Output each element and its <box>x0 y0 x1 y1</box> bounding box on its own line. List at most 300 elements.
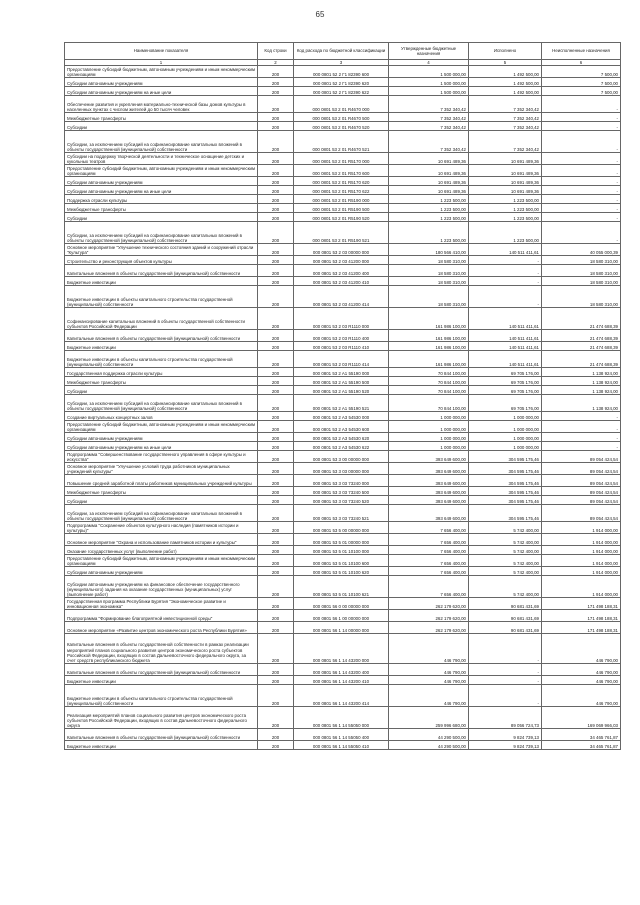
row-unexecuted-amount: 1 914 000,00 <box>542 576 621 598</box>
row-executed-amount: 7 352 340,42 <box>469 122 542 131</box>
row-line-code: 200 <box>258 377 294 386</box>
row-budget-classification-code: 000 0801 53 2 03 R1110 414 <box>294 351 389 368</box>
row-approved-amount: 7 656 400,00 <box>389 534 469 546</box>
column-number: 1 <box>65 60 258 66</box>
row-unexecuted-amount: 171 498 188,31 <box>542 598 621 610</box>
row-indicator-name: Субсидии автономным учреждениям на финансовое обеспечение государственного (муниципального) задания на оказание государственных (муниципальных) услуг (выполнение работ) <box>65 576 258 598</box>
row-budget-classification-code: 000 0801 56 1 00 00000 000 <box>294 610 389 622</box>
row-indicator-name: Субсидии, за исключением субсидий на софинансирование капитальных вложений в объекты государственной (муниципальной) собственности <box>65 131 258 153</box>
table-row <box>65 286 621 308</box>
table-row <box>65 78 621 87</box>
table-row <box>65 351 621 368</box>
row-budget-classification-code: 000 0801 53 5 01 10100 000 <box>294 546 389 555</box>
header-approved-appropriations: Утвержденные бюджетные назначения <box>389 43 469 60</box>
row-executed-amount: 89 056 724,73 <box>469 707 542 729</box>
row-unexecuted-amount: 1 914 000,00 <box>542 546 621 555</box>
row-indicator-name: Реализация мероприятий планов социального развития центров экономического роста субъектов Российской Федерации, входящих в состав Дальневосточного федерального округа <box>65 707 258 729</box>
column-number: 6 <box>542 60 621 66</box>
row-line-code: 200 <box>258 555 294 567</box>
row-executed-amount: 69 705 176,00 <box>469 395 542 412</box>
row-approved-amount: 18 580 310,00 <box>389 256 469 265</box>
row-line-code: 200 <box>258 741 294 750</box>
table-row <box>65 676 621 685</box>
row-line-code: 200 <box>258 78 294 87</box>
row-executed-amount: 90 681 431,69 <box>469 610 542 622</box>
row-budget-classification-code: 000 0801 53 5 01 10100 620 <box>294 567 389 576</box>
table-row <box>65 395 621 412</box>
row-line-code: 200 <box>258 195 294 204</box>
row-line-code: 200 <box>258 277 294 286</box>
row-unexecuted-amount: - <box>542 412 621 421</box>
row-budget-classification-code: 000 0801 53 2 A3 54530 000 <box>294 412 389 421</box>
row-indicator-name: Субсидии автономным учреждениям <box>65 78 258 87</box>
row-line-code: 200 <box>258 463 294 475</box>
table-row <box>65 475 621 487</box>
table-row <box>65 222 621 244</box>
row-approved-amount: 393 649 600,00 <box>389 451 469 463</box>
row-unexecuted-amount: 171 498 188,31 <box>542 622 621 634</box>
row-budget-classification-code: 000 0801 53 2 03 R1110 000 <box>294 308 389 330</box>
row-budget-classification-code: 000 0801 53 2 01 R4670 521 <box>294 131 389 153</box>
row-line-code: 200 <box>258 598 294 610</box>
row-executed-amount: 304 595 175,46 <box>469 451 542 463</box>
row-executed-amount: - <box>469 634 542 664</box>
row-line-code: 200 <box>258 505 294 522</box>
row-approved-amount: 18 580 310,00 <box>389 265 469 277</box>
row-approved-amount: 70 844 100,00 <box>389 395 469 412</box>
row-executed-amount: 5 742 400,00 <box>469 555 542 567</box>
row-indicator-name: Субсидии <box>65 213 258 222</box>
row-line-code: 200 <box>258 442 294 451</box>
row-indicator-name: Предоставление субсидий бюджетным, автономным учреждениям и иным некоммерческим организациям <box>65 66 258 78</box>
row-executed-amount: 9 824 739,13 <box>469 741 542 750</box>
row-executed-amount: 304 595 175,46 <box>469 505 542 522</box>
table-row <box>65 451 621 463</box>
column-number: 5 <box>469 60 542 66</box>
row-executed-amount: 5 742 400,00 <box>469 534 542 546</box>
row-executed-amount: 1 492 500,00 <box>469 87 542 96</box>
row-line-code: 200 <box>258 286 294 308</box>
row-approved-amount: 446 790,00 <box>389 676 469 685</box>
row-approved-amount: 446 790,00 <box>389 685 469 707</box>
row-approved-amount: 259 996 680,00 <box>389 707 469 729</box>
row-line-code: 200 <box>258 622 294 634</box>
table-row <box>65 113 621 122</box>
row-executed-amount: 140 511 411,61 <box>469 330 542 342</box>
row-line-code: 200 <box>258 685 294 707</box>
table-row <box>65 622 621 634</box>
row-line-code: 200 <box>258 153 294 165</box>
row-executed-amount: 69 705 176,00 <box>469 368 542 377</box>
row-indicator-name: Подпрограмма "Формирование благоприятной инвестиционной среды" <box>65 610 258 622</box>
table-row <box>65 177 621 186</box>
row-indicator-name: Межбюджетные трансферты <box>65 113 258 122</box>
row-budget-classification-code: 000 0801 53 2 03 R1110 410 <box>294 342 389 351</box>
row-budget-classification-code: 000 0801 53 2 03 41200 000 <box>294 256 389 265</box>
row-executed-amount: 10 691 489,36 <box>469 186 542 195</box>
row-line-code: 200 <box>258 351 294 368</box>
table-row <box>65 534 621 546</box>
row-indicator-name: Бюджетные инвестиции в объекты капитального строительства государственной (муниципальной) собственности <box>65 351 258 368</box>
table-row <box>65 555 621 567</box>
table-row <box>65 122 621 131</box>
row-indicator-name: Предоставление субсидий бюджетным, автономным учреждениям и иным некоммерческим организациям <box>65 421 258 433</box>
row-line-code: 200 <box>258 534 294 546</box>
row-approved-amount: 7 352 340,42 <box>389 113 469 122</box>
row-unexecuted-amount: 21 474 688,39 <box>542 351 621 368</box>
row-budget-classification-code: 000 0801 53 2 A1 55190 500 <box>294 377 389 386</box>
table-row <box>65 131 621 153</box>
table-header-row <box>65 43 621 60</box>
row-unexecuted-amount: - <box>542 204 621 213</box>
row-line-code: 200 <box>258 342 294 351</box>
row-budget-classification-code: 000 0801 56 0 00 00000 000 <box>294 598 389 610</box>
row-indicator-name: Межбюджетные трансферты <box>65 487 258 496</box>
row-executed-amount: 1 223 500,00 <box>469 213 542 222</box>
table-row <box>65 244 621 256</box>
row-budget-classification-code: 000 0801 53 3 03 00000 000 <box>294 463 389 475</box>
row-approved-amount: 161 986 100,00 <box>389 330 469 342</box>
row-budget-classification-code: 000 0801 56 1 14 55050 400 <box>294 729 389 741</box>
table-row <box>65 412 621 421</box>
row-budget-classification-code: 000 0801 53 2 01 R4670 500 <box>294 113 389 122</box>
row-budget-classification-code: 000 0801 56 1 14 55050 000 <box>294 707 389 729</box>
table-row <box>65 277 621 286</box>
table-row <box>65 165 621 177</box>
row-budget-classification-code: 000 0801 53 2 01 R4670 000 <box>294 96 389 113</box>
table-row <box>65 368 621 377</box>
table-row <box>65 442 621 451</box>
row-indicator-name: Капитальные вложения в объекты государственной (муниципальной) собственности <box>65 664 258 676</box>
row-approved-amount: 10 691 489,36 <box>389 186 469 195</box>
row-indicator-name: Основное мероприятие "Улучшение технического состояния зданий и сооружений отрасли "Культура" <box>65 244 258 256</box>
row-line-code: 200 <box>258 729 294 741</box>
row-approved-amount: 1 500 000,00 <box>389 78 469 87</box>
row-indicator-name: Строительство и реконструкция объектов культуры <box>65 256 258 265</box>
row-indicator-name: Капитальные вложения в объекты государственной (муниципальной) собственности <box>65 265 258 277</box>
row-approved-amount: 262 179 620,00 <box>389 598 469 610</box>
table-row <box>65 265 621 277</box>
row-approved-amount: 44 290 500,00 <box>389 729 469 741</box>
row-executed-amount: 90 681 431,69 <box>469 622 542 634</box>
row-unexecuted-amount: - <box>542 153 621 165</box>
row-executed-amount: - <box>469 676 542 685</box>
row-unexecuted-amount: 89 054 424,54 <box>542 463 621 475</box>
row-budget-classification-code: 000 0801 53 2 01 R5190 520 <box>294 213 389 222</box>
row-approved-amount: 10 691 489,36 <box>389 177 469 186</box>
row-budget-classification-code: 000 0801 56 1 14 43200 410 <box>294 676 389 685</box>
row-indicator-name: Подпрограмма "Сохранение объектов культурного наследия (памятников истории и культуры)" <box>65 522 258 534</box>
row-approved-amount: 7 352 340,42 <box>389 96 469 113</box>
row-line-code: 200 <box>258 265 294 277</box>
row-approved-amount: 18 580 310,00 <box>389 277 469 286</box>
row-line-code: 200 <box>258 610 294 622</box>
row-unexecuted-amount: - <box>542 442 621 451</box>
row-indicator-name: Поддержка отрасли культуры <box>65 195 258 204</box>
row-indicator-name: Субсидии автономным учреждениям <box>65 567 258 576</box>
row-budget-classification-code: 000 0801 53 2 A1 55190 521 <box>294 395 389 412</box>
row-budget-classification-code: 000 0801 53 2 A3 54530 620 <box>294 433 389 442</box>
row-indicator-name: Государственная программа Республики Бурятия "Экономическое развитие и инновационная экономика" <box>65 598 258 610</box>
row-executed-amount: 5 742 400,00 <box>469 567 542 576</box>
row-budget-classification-code: 000 0801 53 2 03 41200 400 <box>294 265 389 277</box>
row-unexecuted-amount: - <box>542 177 621 186</box>
row-unexecuted-amount: - <box>542 213 621 222</box>
row-approved-amount: 446 790,00 <box>389 634 469 664</box>
row-unexecuted-amount: 34 465 761,87 <box>542 729 621 741</box>
table-row <box>65 707 621 729</box>
table-row <box>65 598 621 610</box>
row-indicator-name: Субсидии автономным учреждениям на иные цели <box>65 186 258 195</box>
table-row <box>65 330 621 342</box>
row-budget-classification-code: 000 0801 53 2 01 R5190 521 <box>294 222 389 244</box>
row-indicator-name: Субсидии <box>65 122 258 131</box>
row-unexecuted-amount: 7 500,00 <box>542 87 621 96</box>
row-line-code: 200 <box>258 487 294 496</box>
row-budget-classification-code: 000 0801 53 5 01 10100 621 <box>294 576 389 598</box>
row-approved-amount: 10 691 489,36 <box>389 165 469 177</box>
row-executed-amount: 1 492 500,00 <box>469 66 542 78</box>
row-approved-amount: 70 844 100,00 <box>389 368 469 377</box>
row-unexecuted-amount: 18 580 310,00 <box>542 286 621 308</box>
row-indicator-name: Бюджетные инвестиции <box>65 277 258 286</box>
row-unexecuted-amount: 1 138 924,00 <box>542 368 621 377</box>
table-body <box>65 66 621 750</box>
row-executed-amount: 5 742 400,00 <box>469 522 542 534</box>
row-executed-amount: 1 000 000,00 <box>469 442 542 451</box>
row-indicator-name: Создание виртуальных концертных залов <box>65 412 258 421</box>
row-executed-amount: 304 595 175,46 <box>469 475 542 487</box>
row-unexecuted-amount: 89 054 424,54 <box>542 451 621 463</box>
row-line-code: 200 <box>258 177 294 186</box>
row-indicator-name: Оказание государственных услуг (выполнение работ) <box>65 546 258 555</box>
row-indicator-name: Субсидии, за исключением субсидий на софинансирование капитальных вложений в объекты государственной (муниципальной) собственности <box>65 505 258 522</box>
row-approved-amount: 7 352 340,42 <box>389 122 469 131</box>
row-budget-classification-code: 000 0801 53 3 03 73240 500 <box>294 487 389 496</box>
row-line-code: 200 <box>258 522 294 534</box>
row-budget-classification-code: 000 0801 56 1 14 00000 000 <box>294 622 389 634</box>
row-approved-amount: 18 580 310,00 <box>389 286 469 308</box>
table-row <box>65 195 621 204</box>
row-line-code: 200 <box>258 421 294 433</box>
row-line-code: 200 <box>258 475 294 487</box>
row-indicator-name: Межбюджетные трансферты <box>65 377 258 386</box>
row-budget-classification-code: 000 0801 53 2 03 00000 000 <box>294 244 389 256</box>
row-executed-amount: 7 352 340,42 <box>469 131 542 153</box>
row-indicator-name: Субсидии автономным учреждениям на иные цели <box>65 442 258 451</box>
row-executed-amount: 1 000 000,00 <box>469 421 542 433</box>
row-budget-classification-code: 000 0801 56 1 14 55050 410 <box>294 741 389 750</box>
page-number: 65 <box>315 10 325 19</box>
row-budget-classification-code: 000 0801 53 3 03 73240 000 <box>294 475 389 487</box>
row-executed-amount: 5 742 400,00 <box>469 546 542 555</box>
row-approved-amount: 180 566 410,00 <box>389 244 469 256</box>
row-executed-amount: 1 000 000,00 <box>469 433 542 442</box>
row-unexecuted-amount: 89 054 424,54 <box>542 505 621 522</box>
row-line-code: 200 <box>258 451 294 463</box>
row-budget-classification-code: 000 0801 53 2 01 R5170 620 <box>294 177 389 186</box>
table-row <box>65 610 621 622</box>
row-executed-amount: 69 705 176,00 <box>469 377 542 386</box>
table-row <box>65 496 621 505</box>
table-row <box>65 96 621 113</box>
header-indicator-name: Наименование показателя <box>65 43 258 60</box>
budget-execution-table <box>64 42 621 750</box>
row-indicator-name: Бюджетные инвестиции <box>65 741 258 750</box>
row-executed-amount: - <box>469 664 542 676</box>
row-executed-amount: - <box>469 256 542 265</box>
row-line-code: 200 <box>258 707 294 729</box>
row-approved-amount: 262 179 620,00 <box>389 610 469 622</box>
row-budget-classification-code: 000 0801 53 2 A3 54530 622 <box>294 442 389 451</box>
row-budget-classification-code: 000 0801 53 5 01 10100 600 <box>294 555 389 567</box>
table-row <box>65 153 621 165</box>
row-line-code: 200 <box>258 186 294 195</box>
row-indicator-name: Бюджетные инвестиции <box>65 676 258 685</box>
row-approved-amount: 1 223 500,00 <box>389 204 469 213</box>
row-executed-amount: - <box>469 286 542 308</box>
row-unexecuted-amount: 1 138 924,00 <box>542 386 621 395</box>
row-approved-amount: 446 790,00 <box>389 664 469 676</box>
table-row <box>65 186 621 195</box>
row-budget-classification-code: 000 0801 52 2 Г1 82390 600 <box>294 66 389 78</box>
row-indicator-name: Субсидии, за исключением субсидий на софинансирование капитальных вложений в объекты государственной (муниципальной) собственности <box>65 222 258 244</box>
row-unexecuted-amount: 21 474 688,39 <box>542 342 621 351</box>
row-line-code: 200 <box>258 256 294 265</box>
header-unexecuted-appropriations: Неисполненные назначения <box>542 43 621 60</box>
row-executed-amount: 9 824 739,13 <box>469 729 542 741</box>
row-unexecuted-amount: 7 500,00 <box>542 66 621 78</box>
row-line-code: 200 <box>258 676 294 685</box>
row-unexecuted-amount: 21 474 688,39 <box>542 308 621 330</box>
row-unexecuted-amount: 18 580 310,00 <box>542 277 621 286</box>
row-indicator-name: Капитальные вложения в объекты государственной собственности в рамках реализации мероприятий планов социального развития центров экономического роста субъектов Российской Федерации, входящих в состав Дальневосточного федерального округа, за счет средств республиканского бюджета <box>65 634 258 664</box>
row-budget-classification-code: 000 0801 53 3 00 00000 000 <box>294 451 389 463</box>
row-approved-amount: 161 986 100,00 <box>389 351 469 368</box>
row-unexecuted-amount: 89 054 424,54 <box>542 475 621 487</box>
column-number: 4 <box>389 60 469 66</box>
row-approved-amount: 1 500 000,00 <box>389 87 469 96</box>
row-executed-amount: 1 223 500,00 <box>469 204 542 213</box>
row-approved-amount: 1 000 000,00 <box>389 421 469 433</box>
row-line-code: 200 <box>258 330 294 342</box>
row-indicator-name: Государственная поддержка отрасли культуры <box>65 368 258 377</box>
row-unexecuted-amount: - <box>542 433 621 442</box>
row-executed-amount: 304 595 175,46 <box>469 463 542 475</box>
row-budget-classification-code: 000 0801 53 5 00 00000 000 <box>294 522 389 534</box>
row-line-code: 200 <box>258 213 294 222</box>
table-row <box>65 567 621 576</box>
row-budget-classification-code: 000 0801 52 2 Г1 82390 622 <box>294 87 389 96</box>
table-row <box>65 664 621 676</box>
row-line-code: 200 <box>258 96 294 113</box>
row-indicator-name: Софинансирование капитальных вложений в объекты государственной собственности субъектов Российской Федерации <box>65 308 258 330</box>
table-row <box>65 66 621 78</box>
row-executed-amount: 1 492 500,00 <box>469 78 542 87</box>
row-approved-amount: 161 986 100,00 <box>389 342 469 351</box>
row-line-code: 200 <box>258 165 294 177</box>
table-row <box>65 505 621 522</box>
row-executed-amount: 140 511 411,61 <box>469 342 542 351</box>
row-approved-amount: 7 656 400,00 <box>389 567 469 576</box>
row-executed-amount: 10 691 489,36 <box>469 177 542 186</box>
row-budget-classification-code: 000 0801 56 1 14 43200 414 <box>294 685 389 707</box>
table-row <box>65 377 621 386</box>
row-approved-amount: 1 000 000,00 <box>389 412 469 421</box>
row-approved-amount: 1 223 500,00 <box>389 222 469 244</box>
row-executed-amount: 140 511 411,61 <box>469 244 542 256</box>
row-budget-classification-code: 000 0801 53 2 01 R5190 500 <box>294 204 389 213</box>
row-approved-amount: 393 649 600,00 <box>389 496 469 505</box>
header-executed: Исполнено <box>469 43 542 60</box>
row-approved-amount: 393 649 600,00 <box>389 487 469 496</box>
row-line-code: 200 <box>258 244 294 256</box>
table-row <box>65 204 621 213</box>
row-budget-classification-code: 000 0801 53 2 03 41200 410 <box>294 277 389 286</box>
row-approved-amount: 44 290 500,00 <box>389 741 469 750</box>
row-budget-classification-code: 000 0801 53 2 01 R5170 000 <box>294 153 389 165</box>
row-line-code: 200 <box>258 222 294 244</box>
table-row <box>65 87 621 96</box>
table-row <box>65 256 621 265</box>
row-approved-amount: 393 649 600,00 <box>389 505 469 522</box>
table-row <box>65 522 621 534</box>
row-line-code: 200 <box>258 122 294 131</box>
row-unexecuted-amount: 18 580 310,00 <box>542 256 621 265</box>
row-indicator-name: Бюджетные инвестиции в объекты капитального строительства государственной (муниципальной) собственности <box>65 685 258 707</box>
row-budget-classification-code: 000 0801 53 3 03 73240 520 <box>294 496 389 505</box>
table-row <box>65 386 621 395</box>
row-line-code: 200 <box>258 368 294 377</box>
row-unexecuted-amount: - <box>542 222 621 244</box>
row-unexecuted-amount: - <box>542 113 621 122</box>
row-unexecuted-amount: 18 580 310,00 <box>542 265 621 277</box>
row-budget-classification-code: 000 0801 53 3 03 73240 521 <box>294 505 389 522</box>
row-approved-amount: 7 656 400,00 <box>389 546 469 555</box>
row-line-code: 200 <box>258 113 294 122</box>
row-executed-amount: 1 000 000,00 <box>469 412 542 421</box>
row-approved-amount: 1 000 000,00 <box>389 442 469 451</box>
row-approved-amount: 1 000 000,00 <box>389 433 469 442</box>
row-executed-amount: 1 223 500,00 <box>469 195 542 204</box>
row-unexecuted-amount: 1 914 000,00 <box>542 534 621 546</box>
table-row <box>65 433 621 442</box>
row-executed-amount: 5 742 400,00 <box>469 576 542 598</box>
row-approved-amount: 7 656 400,00 <box>389 555 469 567</box>
row-budget-classification-code: 000 0801 53 2 03 41200 414 <box>294 286 389 308</box>
row-executed-amount: 10 691 489,36 <box>469 165 542 177</box>
row-indicator-name: Основное мероприятие "Охрана и использование памятников истории и культуры" <box>65 534 258 546</box>
row-line-code: 200 <box>258 634 294 664</box>
row-line-code: 200 <box>258 204 294 213</box>
row-line-code: 200 <box>258 567 294 576</box>
row-indicator-name: Бюджетные инвестиции <box>65 342 258 351</box>
row-line-code: 200 <box>258 433 294 442</box>
row-approved-amount: 7 656 400,00 <box>389 522 469 534</box>
row-executed-amount: 90 681 431,69 <box>469 598 542 610</box>
row-line-code: 200 <box>258 308 294 330</box>
row-executed-amount: 10 691 489,36 <box>469 153 542 165</box>
row-executed-amount: 140 511 411,61 <box>469 308 542 330</box>
table-row <box>65 634 621 664</box>
row-unexecuted-amount: 34 465 761,87 <box>542 741 621 750</box>
row-approved-amount: 1 500 000,00 <box>389 66 469 78</box>
row-line-code: 200 <box>258 386 294 395</box>
row-executed-amount: - <box>469 277 542 286</box>
table-row <box>65 342 621 351</box>
table-row <box>65 576 621 598</box>
row-unexecuted-amount: - <box>542 96 621 113</box>
